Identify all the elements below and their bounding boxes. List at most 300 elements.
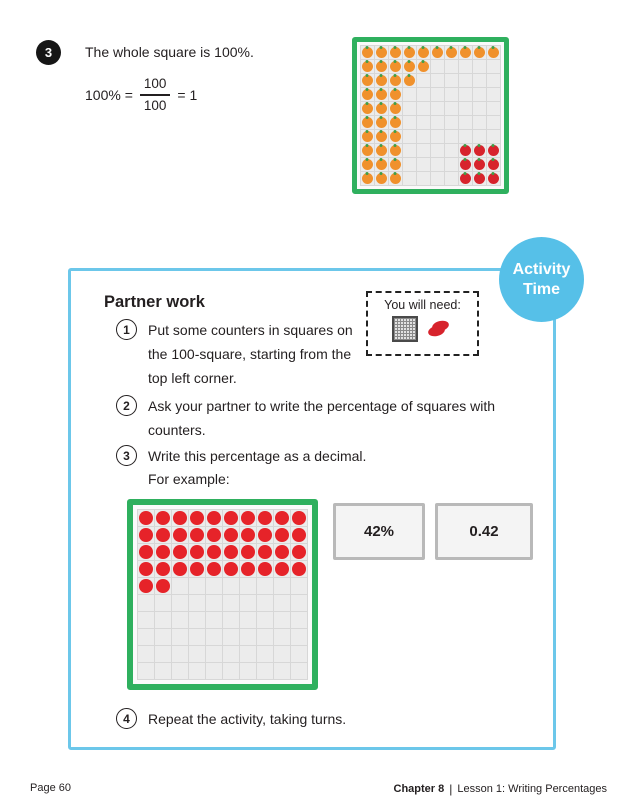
grid-cell [240, 595, 256, 611]
grid-cell [389, 60, 402, 73]
grid-cell [291, 629, 307, 645]
grid-cell [417, 172, 430, 185]
grid-cell [223, 561, 239, 577]
grid-cell [206, 561, 222, 577]
grid-cell [417, 130, 430, 143]
grid-cell [473, 46, 486, 59]
grid-cell [240, 561, 256, 577]
orange-counter [362, 89, 373, 100]
grid-cell [138, 646, 154, 662]
grid-cell [291, 578, 307, 594]
grid-cell [274, 578, 290, 594]
orange-counter [390, 61, 401, 72]
step-3 [116, 444, 548, 468]
step-4-number: 4 [116, 708, 137, 729]
red-counter [190, 545, 204, 559]
grid-cell [257, 578, 273, 594]
grid-cell [417, 88, 430, 101]
red-apple-counter [474, 173, 485, 184]
grid-cell [172, 629, 188, 645]
grid-cell [189, 646, 205, 662]
grid-cell [155, 561, 171, 577]
orange-counter [390, 117, 401, 128]
red-counter [292, 528, 306, 542]
grid-cell [138, 629, 154, 645]
grid-cell [487, 46, 500, 59]
grid-cell [459, 46, 472, 59]
grid-cell [223, 663, 239, 679]
orange-counter [376, 89, 387, 100]
step-3-number: 3 [116, 445, 137, 466]
grid-cell [257, 544, 273, 560]
step-4-text: Repeat the activity, taking turns. [148, 711, 347, 727]
grid-cell [403, 130, 416, 143]
red-counter [224, 545, 238, 559]
grid-cell [206, 612, 222, 628]
grid-cell [206, 663, 222, 679]
orange-counter [418, 47, 429, 58]
grid-cell [445, 88, 458, 101]
red-counter [190, 511, 204, 525]
red-counter [139, 511, 153, 525]
red-counter [241, 562, 255, 576]
you-will-need-box [366, 291, 479, 356]
grid-cell [257, 527, 273, 543]
grid-cell [403, 74, 416, 87]
grid-cell [445, 144, 458, 157]
orange-counter [390, 103, 401, 114]
grid-cell [257, 595, 273, 611]
red-counters-icon [427, 320, 453, 338]
grid-cell [361, 46, 374, 59]
grid-cell [487, 88, 500, 101]
grid-cell [189, 544, 205, 560]
grid-cell [240, 612, 256, 628]
orange-counter [390, 159, 401, 170]
red-counter [258, 545, 272, 559]
grid-cell [417, 158, 430, 171]
grid-cell [375, 116, 388, 129]
red-counter [156, 562, 170, 576]
grid-cell [487, 60, 500, 73]
orange-counter [376, 131, 387, 142]
grid-cell [473, 172, 486, 185]
grid-cell [274, 544, 290, 560]
hundred-square-example-grid [137, 509, 308, 680]
grid-cell [487, 116, 500, 129]
red-apple-counter [474, 145, 485, 156]
grid-cell [257, 629, 273, 645]
grid-cell [257, 663, 273, 679]
orange-counter [362, 159, 373, 170]
grid-cell [445, 116, 458, 129]
orange-counter [362, 173, 373, 184]
question-number-badge: 3 [36, 40, 61, 65]
grid-cell [206, 595, 222, 611]
grid-cell [223, 646, 239, 662]
step-4 [116, 707, 548, 731]
red-counter [224, 562, 238, 576]
red-counter [156, 545, 170, 559]
grid-cell [172, 527, 188, 543]
red-counter [224, 511, 238, 525]
grid-cell [459, 158, 472, 171]
grid-cell [206, 578, 222, 594]
grid-cell [459, 130, 472, 143]
chapter-lesson-reference [394, 782, 607, 796]
chapter-label: Chapter 8 [393, 783, 445, 795]
activity-time-badge [499, 237, 584, 322]
grid-cell [389, 116, 402, 129]
grid-cell [240, 544, 256, 560]
grid-cell [138, 595, 154, 611]
grid-cell [445, 46, 458, 59]
grid-cell [403, 172, 416, 185]
grid-cell [223, 578, 239, 594]
orange-counter [418, 61, 429, 72]
grid-cell [431, 74, 444, 87]
hundred-square-top [352, 37, 509, 194]
step-1-number: 1 [116, 319, 137, 340]
grid-cell [389, 74, 402, 87]
grid-cell [206, 527, 222, 543]
equation-lhs: 100% = [85, 86, 133, 103]
red-counter [241, 545, 255, 559]
grid-cell [389, 172, 402, 185]
orange-counter [404, 75, 415, 86]
orange-counter [376, 47, 387, 58]
red-counter [173, 562, 187, 576]
grid-cell [361, 60, 374, 73]
red-counter [173, 528, 187, 542]
orange-counter [376, 159, 387, 170]
orange-counter [362, 117, 373, 128]
grid-cell [473, 130, 486, 143]
grid-cell [291, 612, 307, 628]
grid-cell [431, 130, 444, 143]
grid-cell [389, 130, 402, 143]
grid-cell [189, 595, 205, 611]
you-will-need-label: You will need: [384, 298, 461, 312]
grid-cell [361, 116, 374, 129]
grid-cell [240, 510, 256, 526]
orange-counter [390, 75, 401, 86]
grid-cell [291, 544, 307, 560]
red-counter [190, 528, 204, 542]
grid-cell [274, 510, 290, 526]
grid-cell [240, 663, 256, 679]
red-counter [156, 511, 170, 525]
you-will-need-icons [392, 316, 453, 342]
grid-cell [417, 102, 430, 115]
partner-work-heading: Partner work [104, 293, 205, 311]
lesson-label: Lesson 1: Writing Percentages [457, 783, 607, 795]
red-counter [173, 511, 187, 525]
hundred-square-example [127, 499, 318, 690]
grid-cell [172, 595, 188, 611]
grid-cell [389, 158, 402, 171]
grid-cell [274, 612, 290, 628]
grid-cell [138, 561, 154, 577]
grid-cell [431, 88, 444, 101]
grid-cell [431, 158, 444, 171]
orange-counter [404, 61, 415, 72]
red-counter [292, 511, 306, 525]
grid-cell [138, 612, 154, 628]
grid-cell [389, 46, 402, 59]
grid-cell [172, 612, 188, 628]
grid-cell [138, 578, 154, 594]
grid-cell [459, 88, 472, 101]
red-counter [139, 545, 153, 559]
orange-counter [432, 47, 443, 58]
grid-cell [155, 544, 171, 560]
step-1-text: Put some counters in squares on the 100-square, starting from the top left corner. [148, 322, 353, 386]
grid-cell [361, 172, 374, 185]
grid-cell [291, 646, 307, 662]
footer-separator: | [449, 782, 453, 796]
grid-cell [240, 629, 256, 645]
grid-cell [403, 88, 416, 101]
step-2 [116, 394, 510, 442]
grid-cell [138, 527, 154, 543]
step-1 [116, 318, 356, 390]
page-number: Page 60 [30, 782, 71, 794]
grid-cell [375, 74, 388, 87]
grid-cell [375, 102, 388, 115]
grid-cell [155, 595, 171, 611]
grid-cell [389, 102, 402, 115]
grid-cell [189, 612, 205, 628]
grid-cell [459, 74, 472, 87]
equation-rhs: = 1 [177, 86, 198, 103]
grid-cell [375, 144, 388, 157]
grid-cell [223, 527, 239, 543]
grid-cell [172, 561, 188, 577]
red-counter [156, 528, 170, 542]
grid-cell [445, 158, 458, 171]
grid-cell [257, 510, 273, 526]
red-counter [173, 545, 187, 559]
fraction [140, 76, 171, 113]
fraction-denominator: 100 [143, 97, 167, 113]
grid-cell [431, 116, 444, 129]
grid-cell [403, 158, 416, 171]
orange-counter [362, 103, 373, 114]
example-label: For example: [148, 471, 230, 487]
grid-cell [189, 663, 205, 679]
red-counter [207, 511, 221, 525]
grid-cell [431, 102, 444, 115]
orange-counter [376, 61, 387, 72]
orange-counter [390, 131, 401, 142]
grid-cell [138, 663, 154, 679]
grid-cell [473, 88, 486, 101]
grid-cell [189, 510, 205, 526]
grid-cell [274, 595, 290, 611]
grid-cell [274, 561, 290, 577]
hundred-square-icon [392, 316, 418, 342]
orange-counter [390, 173, 401, 184]
grid-cell [361, 102, 374, 115]
orange-counter [376, 75, 387, 86]
grid-cell [361, 158, 374, 171]
grid-cell [155, 578, 171, 594]
grid-cell [431, 60, 444, 73]
grid-cell [487, 102, 500, 115]
grid-cell [361, 130, 374, 143]
grid-cell [473, 60, 486, 73]
grid-cell [403, 116, 416, 129]
question-text: The whole square is 100%. [85, 44, 254, 60]
grid-cell [223, 510, 239, 526]
orange-counter [376, 117, 387, 128]
grid-cell [487, 172, 500, 185]
orange-counter [362, 75, 373, 86]
grid-cell [459, 172, 472, 185]
red-apple-counter [474, 159, 485, 170]
grid-cell [223, 544, 239, 560]
grid-cell [206, 544, 222, 560]
red-counter [207, 545, 221, 559]
grid-cell [375, 60, 388, 73]
grid-cell [240, 646, 256, 662]
grid-cell [189, 629, 205, 645]
orange-counter [362, 47, 373, 58]
grid-cell [459, 102, 472, 115]
grid-cell [257, 561, 273, 577]
grid-cell [189, 578, 205, 594]
red-counter [139, 579, 153, 593]
red-apple-counter [488, 173, 499, 184]
grid-cell [473, 158, 486, 171]
orange-counter [390, 89, 401, 100]
red-counter [190, 562, 204, 576]
red-counter [275, 511, 289, 525]
grid-cell [274, 663, 290, 679]
decimal-answer-card: 0.42 [435, 503, 533, 560]
hundred-square-top-grid [360, 45, 501, 186]
grid-cell [417, 74, 430, 87]
grid-cell [172, 578, 188, 594]
grid-cell [487, 158, 500, 171]
red-counter [258, 528, 272, 542]
grid-cell [417, 144, 430, 157]
red-counter [292, 562, 306, 576]
orange-counter [376, 103, 387, 114]
grid-cell [417, 60, 430, 73]
grid-cell [459, 116, 472, 129]
grid-cell [274, 527, 290, 543]
grid-cell [431, 144, 444, 157]
grid-cell [445, 60, 458, 73]
grid-cell [445, 74, 458, 87]
grid-cell [223, 612, 239, 628]
grid-cell [189, 561, 205, 577]
equation [85, 76, 197, 113]
percentage-answer-card: 42% [333, 503, 425, 560]
grid-cell [487, 144, 500, 157]
grid-cell [138, 544, 154, 560]
grid-cell [223, 595, 239, 611]
red-counter [207, 528, 221, 542]
grid-cell [459, 144, 472, 157]
orange-counter [362, 145, 373, 156]
activity-badge-line2: Time [522, 280, 561, 298]
orange-counter [376, 173, 387, 184]
grid-cell [291, 527, 307, 543]
grid-cell [389, 88, 402, 101]
orange-counter [390, 47, 401, 58]
grid-cell [445, 130, 458, 143]
grid-cell [403, 46, 416, 59]
red-counter [224, 528, 238, 542]
fraction-numerator: 100 [140, 76, 171, 96]
orange-counter [390, 145, 401, 156]
step-3-text: Write this percentage as a decimal. [148, 448, 367, 464]
grid-cell [459, 60, 472, 73]
grid-cell [155, 629, 171, 645]
step-2-text: Ask your partner to write the percentage of squares with counters. [148, 398, 496, 438]
orange-counter [488, 47, 499, 58]
orange-counter [460, 47, 471, 58]
grid-cell [206, 646, 222, 662]
grid-cell [291, 561, 307, 577]
grid-cell [487, 74, 500, 87]
red-counter [156, 579, 170, 593]
grid-cell [375, 46, 388, 59]
grid-cell [473, 144, 486, 157]
orange-counter [474, 47, 485, 58]
grid-cell [361, 74, 374, 87]
grid-cell [172, 663, 188, 679]
grid-cell [445, 172, 458, 185]
grid-cell [361, 88, 374, 101]
grid-cell [240, 578, 256, 594]
grid-cell [138, 510, 154, 526]
grid-cell [172, 646, 188, 662]
red-apple-counter [488, 159, 499, 170]
grid-cell [375, 158, 388, 171]
grid-cell [189, 527, 205, 543]
grid-cell [375, 130, 388, 143]
grid-cell [473, 74, 486, 87]
grid-cell [223, 629, 239, 645]
grid-cell [403, 144, 416, 157]
grid-cell [417, 46, 430, 59]
grid-cell [487, 130, 500, 143]
grid-cell [375, 172, 388, 185]
grid-cell [473, 102, 486, 115]
grid-cell [172, 510, 188, 526]
grid-cell [403, 60, 416, 73]
orange-counter [362, 61, 373, 72]
red-apple-counter [460, 173, 471, 184]
grid-cell [291, 663, 307, 679]
grid-cell [155, 663, 171, 679]
grid-cell [206, 629, 222, 645]
orange-counter [376, 145, 387, 156]
grid-cell [274, 629, 290, 645]
grid-cell [291, 595, 307, 611]
orange-counter [404, 47, 415, 58]
red-counter [275, 528, 289, 542]
grid-cell [445, 102, 458, 115]
grid-cell [403, 102, 416, 115]
grid-cell [361, 144, 374, 157]
grid-cell [431, 46, 444, 59]
grid-cell [274, 646, 290, 662]
